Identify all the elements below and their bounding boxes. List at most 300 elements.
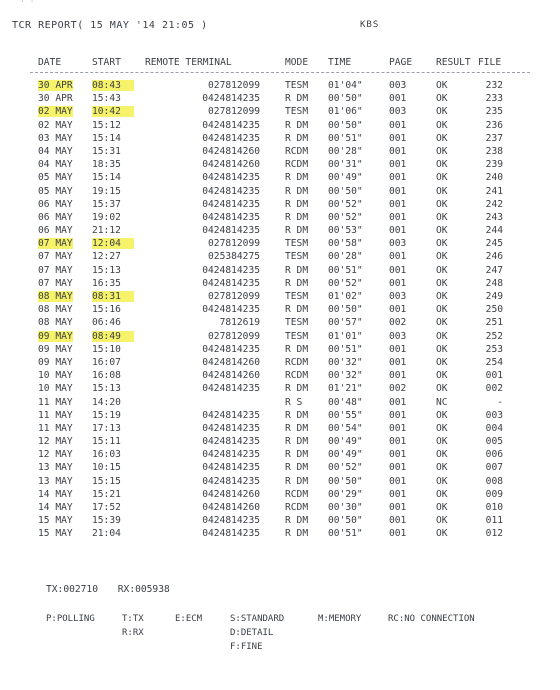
- row-start-time: 10:42: [92, 106, 134, 117]
- table-row: [0, 489, 560, 502]
- row-pages: 001: [389, 251, 407, 263]
- row-duration: 00'50": [328, 119, 363, 131]
- row-result: OK: [436, 304, 448, 316]
- row-file-number: 232: [485, 80, 503, 91]
- row-file-number: 244: [485, 225, 503, 237]
- row-pages: 001: [389, 225, 407, 237]
- row-result: OK: [436, 119, 448, 131]
- row-pages: 001: [389, 277, 407, 289]
- row-pages: 001: [389, 462, 407, 474]
- row-mode: RCDM: [285, 159, 309, 171]
- row-pages: 003: [389, 238, 407, 250]
- row-start-time: 17:52: [92, 502, 121, 513]
- header-divider: [30, 72, 530, 73]
- row-file-number: 010: [485, 502, 503, 513]
- row-date: 12 MAY: [38, 436, 73, 448]
- row-mode: TESM: [285, 80, 309, 91]
- table-row: [0, 397, 560, 410]
- row-start-time: 06:46: [92, 317, 121, 329]
- row-duration: 00'49": [328, 449, 363, 461]
- row-mode: TESM: [285, 291, 309, 302]
- row-file-number: 004: [485, 422, 503, 434]
- row-start-time: 10:15: [92, 462, 121, 474]
- row-file-number: 006: [485, 449, 503, 461]
- row-result: OK: [436, 185, 448, 197]
- row-pages: 001: [389, 396, 407, 408]
- row-pages: 001: [389, 449, 407, 461]
- row-pages: 001: [389, 93, 407, 105]
- row-remote-terminal: 0424814235: [202, 436, 260, 448]
- tx-total: TX:002710: [46, 584, 98, 595]
- row-result: NC: [436, 396, 448, 408]
- row-duration: 00'50": [328, 185, 363, 197]
- row-result: OK: [436, 264, 448, 276]
- row-pages: 001: [389, 132, 407, 144]
- table-row: [0, 146, 560, 159]
- row-start-time: 19:02: [92, 211, 121, 223]
- table-row: [0, 186, 560, 199]
- row-date: 08 MAY: [38, 304, 73, 316]
- row-start-time: 12:27: [92, 251, 121, 263]
- legend-rx: R:RX: [122, 628, 144, 638]
- row-date: 08 MAY: [38, 317, 73, 329]
- row-date: 13 MAY: [38, 462, 73, 474]
- row-file-number: 246: [485, 251, 503, 263]
- punch-marks: ˙ ˙: [20, 0, 35, 9]
- row-pages: 001: [389, 185, 407, 197]
- row-date: 08 MAY: [38, 291, 73, 302]
- row-mode: R DM: [285, 436, 309, 448]
- row-remote-terminal: 0424814235: [202, 409, 260, 421]
- col-mode: MODE: [285, 57, 309, 68]
- row-result: OK: [436, 409, 448, 421]
- row-start-time: 16:07: [92, 356, 121, 368]
- row-mode: R DM: [285, 264, 309, 276]
- table-row: [0, 238, 560, 251]
- table-row: [0, 449, 560, 462]
- table-row: [0, 528, 560, 541]
- table-row: [0, 423, 560, 436]
- row-mode: TESM: [285, 106, 309, 118]
- row-result: OK: [436, 528, 448, 540]
- row-mode: R DM: [285, 475, 309, 487]
- row-date: 10 MAY: [38, 370, 73, 382]
- row-mode: R DM: [285, 343, 309, 355]
- row-file-number: 248: [485, 277, 503, 289]
- row-date: 09 MAY: [38, 330, 73, 342]
- row-date: 02 MAY: [38, 119, 73, 131]
- row-remote-terminal: 027812099: [208, 330, 260, 342]
- row-remote-terminal: 0424814235: [202, 119, 260, 131]
- row-result: OK: [436, 225, 448, 237]
- legend-tx: T:TX: [122, 614, 144, 624]
- row-remote-terminal: 0424814235: [202, 462, 260, 474]
- row-remote-terminal: 0424814235: [202, 172, 260, 184]
- row-mode: R DM: [285, 185, 309, 197]
- row-file-number: 240: [485, 172, 503, 184]
- legend-ecm: E:ECM: [175, 614, 203, 624]
- legend-standard: S:STANDARD: [230, 614, 285, 624]
- table-row: [0, 436, 560, 449]
- table-row: [0, 331, 560, 344]
- table-row: [0, 172, 560, 185]
- table-row: [0, 278, 560, 291]
- row-duration: 00'51": [328, 528, 363, 540]
- row-pages: 001: [389, 422, 407, 434]
- row-start-time: 17:13: [92, 422, 121, 434]
- col-result: RESULT: [436, 57, 471, 68]
- row-result: OK: [436, 515, 448, 527]
- row-start-time: 15:19: [92, 409, 121, 421]
- row-pages: 002: [389, 383, 407, 395]
- row-file-number: 253: [485, 343, 503, 355]
- column-header-row: [0, 57, 560, 71]
- row-result: OK: [436, 132, 448, 144]
- row-date: 06 MAY: [38, 225, 73, 237]
- row-start-time: 08:43: [92, 80, 134, 91]
- row-remote-terminal: 0424814235: [202, 277, 260, 289]
- row-duration: 01'01": [328, 330, 363, 342]
- row-mode: R DM: [285, 132, 309, 144]
- row-duration: 00'57": [328, 317, 363, 329]
- row-date: 11 MAY: [38, 396, 73, 408]
- row-file-number: 012: [485, 528, 503, 540]
- col-file: FILE: [478, 57, 502, 68]
- row-mode: R DM: [285, 462, 309, 474]
- rx-total: RX:005938: [117, 584, 170, 595]
- row-file-number: 251: [485, 317, 503, 329]
- row-file-number: 233: [485, 93, 503, 105]
- row-result: OK: [436, 422, 448, 434]
- row-mode: RCDM: [285, 356, 309, 368]
- row-duration: 00'31": [328, 159, 363, 171]
- row-start-time: 15:12: [92, 119, 121, 131]
- row-file-number: 005: [485, 436, 503, 448]
- table-row: [0, 265, 560, 278]
- row-date: 15 MAY: [38, 515, 73, 527]
- row-mode: R S: [285, 396, 303, 408]
- row-mode: TESM: [285, 251, 309, 263]
- row-pages: 001: [389, 145, 407, 157]
- table-row: [0, 120, 560, 133]
- row-date: 06 MAY: [38, 198, 73, 210]
- row-duration: 00'50": [328, 515, 363, 527]
- row-result: OK: [436, 330, 448, 342]
- row-remote-terminal: 0424814235: [202, 132, 260, 144]
- row-start-time: 15:15: [92, 475, 121, 487]
- table-row: [0, 462, 560, 475]
- table-row: [0, 370, 560, 383]
- row-mode: R DM: [285, 515, 309, 527]
- row-start-time: 08:31: [92, 291, 134, 302]
- row-result: OK: [436, 291, 448, 302]
- row-result: OK: [436, 488, 448, 500]
- row-mode: RCDM: [285, 488, 309, 500]
- row-date: 04 MAY: [38, 159, 73, 171]
- row-result: OK: [436, 198, 448, 210]
- row-result: OK: [436, 436, 448, 448]
- row-pages: 003: [389, 330, 407, 342]
- row-result: OK: [436, 383, 448, 395]
- row-remote-terminal: 0424814235: [202, 304, 260, 316]
- table-row: [0, 251, 560, 264]
- row-result: OK: [436, 80, 448, 91]
- row-file-number: 001: [485, 370, 503, 382]
- table-row: [0, 80, 560, 93]
- row-duration: 00'58": [328, 238, 363, 250]
- col-time: TIME: [328, 57, 352, 68]
- legend-detail: D:DETAIL: [230, 628, 274, 638]
- row-duration: 00'29": [328, 488, 363, 500]
- row-date: 07 MAY: [38, 238, 73, 250]
- row-remote-terminal: 0424814235: [202, 515, 260, 527]
- table-row: [0, 225, 560, 238]
- row-date: 11 MAY: [38, 422, 73, 434]
- row-remote-terminal: 0424814260: [202, 488, 260, 500]
- table-row: [0, 410, 560, 423]
- legend-no-connection: RC:NO CONNECTION: [388, 614, 475, 624]
- row-remote-terminal: 0424814235: [202, 211, 260, 223]
- row-pages: 001: [389, 343, 407, 355]
- row-mode: RCDM: [285, 370, 309, 382]
- table-row: [0, 106, 560, 119]
- row-mode: TESM: [285, 317, 309, 329]
- row-file-number: 236: [485, 119, 503, 131]
- row-remote-terminal: 0424814235: [202, 343, 260, 355]
- row-duration: 00'28": [328, 145, 363, 157]
- row-duration: 00'54": [328, 422, 363, 434]
- row-remote-terminal: 0424814260: [202, 356, 260, 368]
- col-remote-terminal: REMOTE TERMINAL: [145, 57, 232, 68]
- row-remote-terminal: 0424814260: [202, 145, 260, 157]
- row-date: 15 MAY: [38, 528, 73, 540]
- table-row: [0, 291, 560, 304]
- row-file-number: 003: [485, 409, 503, 421]
- row-duration: 00'28": [328, 251, 363, 263]
- row-result: OK: [436, 251, 448, 263]
- row-pages: 001: [389, 475, 407, 487]
- row-start-time: 15:11: [92, 436, 121, 448]
- row-duration: 00'49": [328, 436, 363, 448]
- legend-fine: F:FINE: [230, 642, 263, 652]
- row-file-number: 242: [485, 198, 503, 210]
- report-table: [0, 80, 560, 542]
- col-date: DATE: [38, 57, 62, 68]
- row-mode: TESM: [285, 238, 309, 250]
- row-file-number: 237: [485, 132, 503, 144]
- row-date: 07 MAY: [38, 277, 73, 289]
- row-file-number: 249: [485, 291, 503, 302]
- row-start-time: 08:49: [92, 331, 134, 342]
- row-date: 11 MAY: [38, 409, 73, 421]
- row-remote-terminal: 0424814235: [202, 225, 260, 237]
- totals-line: [46, 584, 184, 595]
- table-row: [0, 515, 560, 528]
- row-file-number: 254: [485, 356, 503, 368]
- row-date: 05 MAY: [38, 185, 73, 197]
- row-result: OK: [436, 106, 448, 118]
- row-date: 30 APR: [38, 93, 73, 105]
- row-file-number: 007: [485, 462, 503, 474]
- row-start-time: 15:39: [92, 515, 121, 527]
- row-result: OK: [436, 356, 448, 368]
- row-file-number: 008: [485, 475, 503, 487]
- row-mode: R DM: [285, 528, 309, 540]
- row-file-number: 002: [485, 383, 503, 395]
- col-start: START: [92, 57, 121, 68]
- row-pages: 001: [389, 356, 407, 368]
- row-pages: 001: [389, 304, 407, 316]
- row-remote-terminal: 0424814235: [202, 264, 260, 276]
- row-pages: 001: [389, 436, 407, 448]
- row-result: OK: [436, 449, 448, 461]
- row-remote-terminal: 0424814235: [202, 422, 260, 434]
- row-mode: R DM: [285, 93, 309, 105]
- row-date: 06 MAY: [38, 211, 73, 223]
- row-pages: 001: [389, 528, 407, 540]
- row-pages: 001: [389, 211, 407, 223]
- row-duration: 00'32": [328, 370, 363, 382]
- row-result: OK: [436, 211, 448, 223]
- row-duration: 00'32": [328, 356, 363, 368]
- row-date: 14 MAY: [38, 488, 73, 500]
- row-result: OK: [436, 370, 448, 382]
- row-start-time: 19:15: [92, 185, 121, 197]
- row-file-number: 241: [485, 185, 503, 197]
- row-result: OK: [436, 277, 448, 289]
- row-result: OK: [436, 145, 448, 157]
- row-file-number: 235: [485, 106, 503, 118]
- row-date: 30 APR: [38, 80, 73, 91]
- row-mode: TESM: [285, 330, 309, 342]
- row-file-number: 011: [485, 515, 503, 527]
- row-duration: 01'21": [328, 383, 363, 395]
- row-remote-terminal: 027812099: [208, 291, 260, 302]
- row-mode: R DM: [285, 422, 309, 434]
- row-start-time: 14:20: [92, 396, 121, 408]
- row-file-number: 243: [485, 211, 503, 223]
- row-mode: R DM: [285, 119, 309, 131]
- row-result: OK: [436, 317, 448, 329]
- row-mode: R DM: [285, 383, 309, 395]
- row-pages: 001: [389, 515, 407, 527]
- row-pages: 003: [389, 80, 407, 91]
- row-pages: 003: [389, 291, 407, 302]
- row-pages: 002: [389, 317, 407, 329]
- row-mode: R DM: [285, 449, 309, 461]
- row-mode: R DM: [285, 198, 309, 210]
- row-remote-terminal: 0424814235: [202, 475, 260, 487]
- row-result: OK: [436, 238, 448, 250]
- row-pages: 001: [389, 370, 407, 382]
- row-remote-terminal: 0424814235: [202, 383, 260, 395]
- table-row: [0, 502, 560, 515]
- row-date: 13 MAY: [38, 475, 73, 487]
- row-pages: 001: [389, 119, 407, 131]
- row-start-time: 16:35: [92, 277, 121, 289]
- row-file-number: 252: [485, 330, 503, 342]
- row-remote-terminal: 0424814235: [202, 93, 260, 105]
- row-file-number: 239: [485, 159, 503, 171]
- row-start-time: 21:12: [92, 225, 121, 237]
- row-start-time: 15:21: [92, 488, 121, 500]
- row-start-time: 18:35: [92, 159, 121, 171]
- row-pages: 001: [389, 159, 407, 171]
- row-date: 03 MAY: [38, 132, 73, 144]
- row-duration: 00'52": [328, 462, 363, 474]
- row-remote-terminal: 027812099: [208, 80, 260, 91]
- table-row: [0, 212, 560, 225]
- row-pages: 003: [389, 106, 407, 118]
- table-row: [0, 476, 560, 489]
- row-date: 07 MAY: [38, 251, 73, 263]
- row-pages: 001: [389, 264, 407, 276]
- row-duration: 00'51": [328, 132, 363, 144]
- row-mode: RCDM: [285, 502, 309, 513]
- row-start-time: 15:43: [92, 93, 121, 105]
- row-mode: R DM: [285, 304, 309, 316]
- row-remote-terminal: 7812619: [219, 317, 260, 329]
- row-start-time: 15:13: [92, 264, 121, 276]
- row-mode: R DM: [285, 409, 309, 421]
- row-result: OK: [436, 343, 448, 355]
- row-mode: R DM: [285, 211, 309, 223]
- row-duration: 01'02": [328, 291, 363, 302]
- row-start-time: 15:14: [92, 132, 121, 144]
- row-pages: 001: [389, 502, 407, 513]
- row-result: OK: [436, 93, 448, 105]
- row-mode: R DM: [285, 225, 309, 237]
- col-page: PAGE: [389, 57, 413, 68]
- row-remote-terminal: 025384275: [208, 251, 260, 263]
- row-file-number: 245: [485, 238, 503, 250]
- row-mode: R DM: [285, 277, 309, 289]
- row-duration: 00'51": [328, 264, 363, 276]
- row-remote-terminal: 0424814235: [202, 185, 260, 197]
- station-id: KBS: [360, 20, 380, 30]
- row-mode: RCDM: [285, 145, 309, 157]
- row-date: 05 MAY: [38, 172, 73, 184]
- legend-polling: P:POLLING: [46, 614, 95, 624]
- row-start-time: 16:03: [92, 449, 121, 461]
- row-remote-terminal: 0424814260: [202, 370, 260, 382]
- row-remote-terminal: 027812099: [208, 238, 260, 250]
- row-duration: 00'52": [328, 198, 363, 210]
- row-result: OK: [436, 502, 448, 513]
- row-file-number: 238: [485, 145, 503, 157]
- row-duration: 00'50": [328, 93, 363, 105]
- row-result: OK: [436, 172, 448, 184]
- row-duration: 00'50": [328, 304, 363, 316]
- row-file-number: 250: [485, 304, 503, 316]
- row-date: 07 MAY: [38, 264, 73, 276]
- table-row: [0, 199, 560, 212]
- row-pages: 001: [389, 172, 407, 184]
- row-result: OK: [436, 159, 448, 171]
- row-start-time: 12:04: [92, 238, 134, 249]
- row-date: 10 MAY: [38, 383, 73, 395]
- row-duration: 00'30": [328, 502, 363, 513]
- row-mode: R DM: [285, 172, 309, 184]
- row-pages: 001: [389, 488, 407, 500]
- table-row: [0, 93, 560, 106]
- row-duration: 00'52": [328, 211, 363, 223]
- row-date: 04 MAY: [38, 145, 73, 157]
- row-start-time: 15:31: [92, 145, 121, 157]
- row-date: 09 MAY: [38, 356, 73, 368]
- row-start-time: 15:14: [92, 172, 121, 184]
- row-duration: 00'49": [328, 172, 363, 184]
